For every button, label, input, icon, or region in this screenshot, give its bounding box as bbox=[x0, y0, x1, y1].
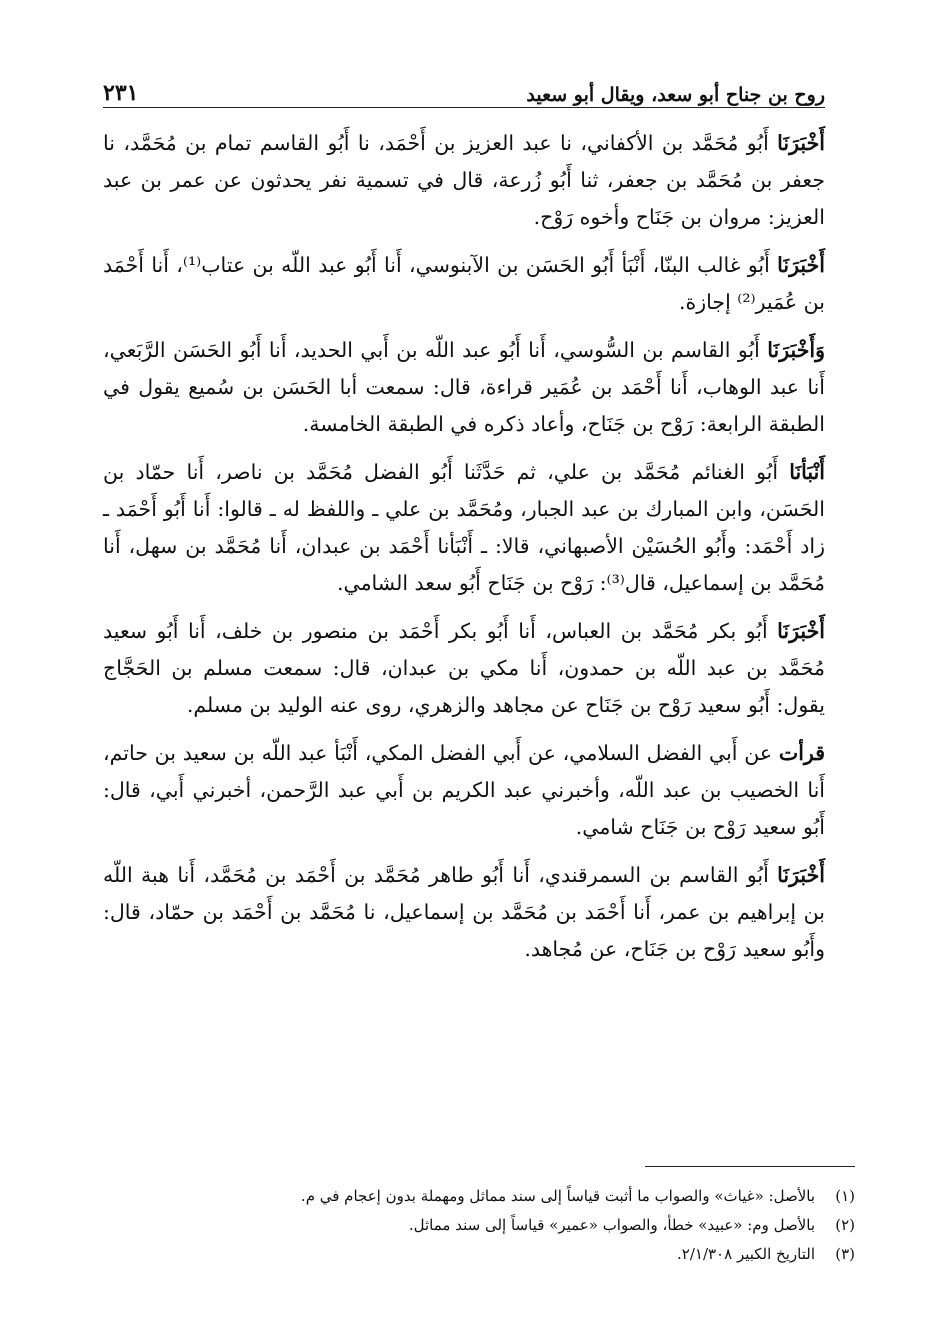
paragraph-text: أَبُو القاسم بن السُّوسي، أَنا أَبُو عبد اللّه بن أَبي الحديد، أَنا أَبُو الحَسَن الرَّبَعي، أَنا عبد الوهاب، أَنا أَحْمَد بن عُمَير قراءة، قال: سمعت أبا الحَسَن بن سُميع يقول في الطبقة الرابعة: رَوْح بن جَنَاح، وأعاد ذكره في الطبقة الخامسة. bbox=[103, 338, 825, 436]
footnote-rule bbox=[645, 1166, 855, 1167]
footnote-text: بالأصل: «غياث» والصواب ما أثبت قياساً إلى سند مماثل ومهملة بدون إعجام في م. bbox=[300, 1187, 815, 1205]
paragraph-text: أَبُو مُحَمَّد بن الأكفاني، نا عبد العزيز بن أَحْمَد، نا أَبُو القاسم تمام بن مُحَمَّد، نا جعفر بن مُحَمَّد بن جعفر، ثنا أَبُو زُرعة، قال في تسمية نفر يحدثون عن عمر بن عبد العزيز: مروان بن جَنَاح وأخوه رَوْح. bbox=[103, 131, 825, 229]
paragraph-text: أَبُو الغنائم مُحَمَّد بن علي، ثم حَدَّثَنا أَبُو الفضل مُحَمَّد بن ناصر، أَنا حمّاد بن الحَسَن، وابن المبارك بن عبد الجبار، ومُحَمَّد بن علي ـ واللفظ له ـ قالوا: أَنا أَبُو أَحْمَد ـ زاد أَحْمَد: وأَبُو الحُسَيْن الأصبهاني، قالا: ـ أَنْبَأنا أَحْمَد بن عبدان، أَنا مُحَمَّد بن سهل، أَنا مُحَمَّد بن إسماعيل، قال⁽³⁾: رَوْح بن جَنَاح أَبُو سعد الشامي. bbox=[103, 460, 825, 595]
paragraph-lead-word: أَخْبَرَنَا bbox=[777, 863, 825, 887]
paragraph bbox=[103, 857, 825, 968]
paragraph-lead-word: أَخْبَرَنَا bbox=[777, 253, 825, 277]
paragraph bbox=[103, 332, 825, 443]
paragraph-text: عن أَبي الفضل السلامي، عن أَبي الفضل المكي، أَنْبَأ عبد اللّه بن سعيد بن حاتم، أَنا الخصيب بن عبد اللّه، وأخبرني عبد الكريم بن أَبي عبد الرَّحمن، أخبرني أَبي، قال: أَبُو سعيد رَوْح بن جَنَاح شامي. bbox=[103, 741, 825, 839]
footnote-number: (٢) bbox=[835, 1216, 855, 1234]
paragraph bbox=[103, 247, 825, 321]
paragraph-text: أَبُو غالب البنّا، أَنْبَأ أَبُو الحَسَن بن الآبنوسي، أَنا أَبُو عبد اللّه بن عتاب⁽¹⁾، أَنا أَحْمَد بن عُمَير⁽²⁾ إجازة. bbox=[103, 253, 825, 314]
footnotes bbox=[103, 1182, 855, 1269]
paragraph-text: أَبُو القاسم بن السمرقندي، أَنا أَبُو طاهر مُحَمَّد بن أَحْمَد بن مُحَمَّد، أَنا هبة اللّه بن إبراهيم بن عمر، أَنا أَحْمَد بن مُحَمَّد بن إسماعيل، نا مُحَمَّد بن أَحْمَد بن حمّاد، قال: وأَبُو سعيد رَوْح بن جَنَاح، عن مُجاهد. bbox=[103, 863, 825, 961]
body-text bbox=[103, 125, 825, 979]
footnote-number: (٣) bbox=[835, 1245, 855, 1263]
footnote-number: (١) bbox=[835, 1187, 855, 1205]
paragraph-lead-word: قرأت bbox=[778, 741, 825, 765]
footnote-text: بالأصل وم: «عبيد» خطأ، والصواب «عمير» قياساً إلى سند مماثل. bbox=[408, 1216, 815, 1234]
paragraph-lead-word: أَنْبَأنَا bbox=[789, 460, 825, 484]
paragraph bbox=[103, 613, 825, 724]
paragraph-text: أَبُو بكر مُحَمَّد بن العباس، أَنا أَبُو بكر أَحْمَد بن منصور بن خلف، أَنا أَبُو سعيد مُحَمَّد بن عبد اللّه بن حمدون، أَنا مكي بن عبدان، قال: سمعت مسلم بن الحَجَّاج يقول: أَبُو سعيد رَوْح بن جَنَاح عن مجاهد والزهري، روى عنه الوليد بن مسلم. bbox=[103, 619, 825, 717]
paragraph-lead-word: وَأَخْبَرَنَا bbox=[767, 338, 825, 362]
paragraph-lead-word: أَخْبَرَنَا bbox=[777, 131, 825, 155]
page-header bbox=[103, 72, 825, 106]
footnote-text: التاريخ الكبير ٢/١/٣٠٨. bbox=[677, 1245, 815, 1263]
page-number: ٢٣١ bbox=[103, 80, 139, 106]
paragraph-lead-word: أَخْبَرَنَا bbox=[777, 619, 825, 643]
footnote bbox=[103, 1182, 855, 1211]
header-rule bbox=[103, 107, 825, 108]
footnote bbox=[103, 1240, 855, 1269]
footnote bbox=[103, 1211, 855, 1240]
running-title: روح بن جناح أبو سعد، ويقال أبو سعيد bbox=[526, 84, 825, 106]
paragraph bbox=[103, 454, 825, 602]
paragraph bbox=[103, 125, 825, 236]
paragraph bbox=[103, 735, 825, 846]
